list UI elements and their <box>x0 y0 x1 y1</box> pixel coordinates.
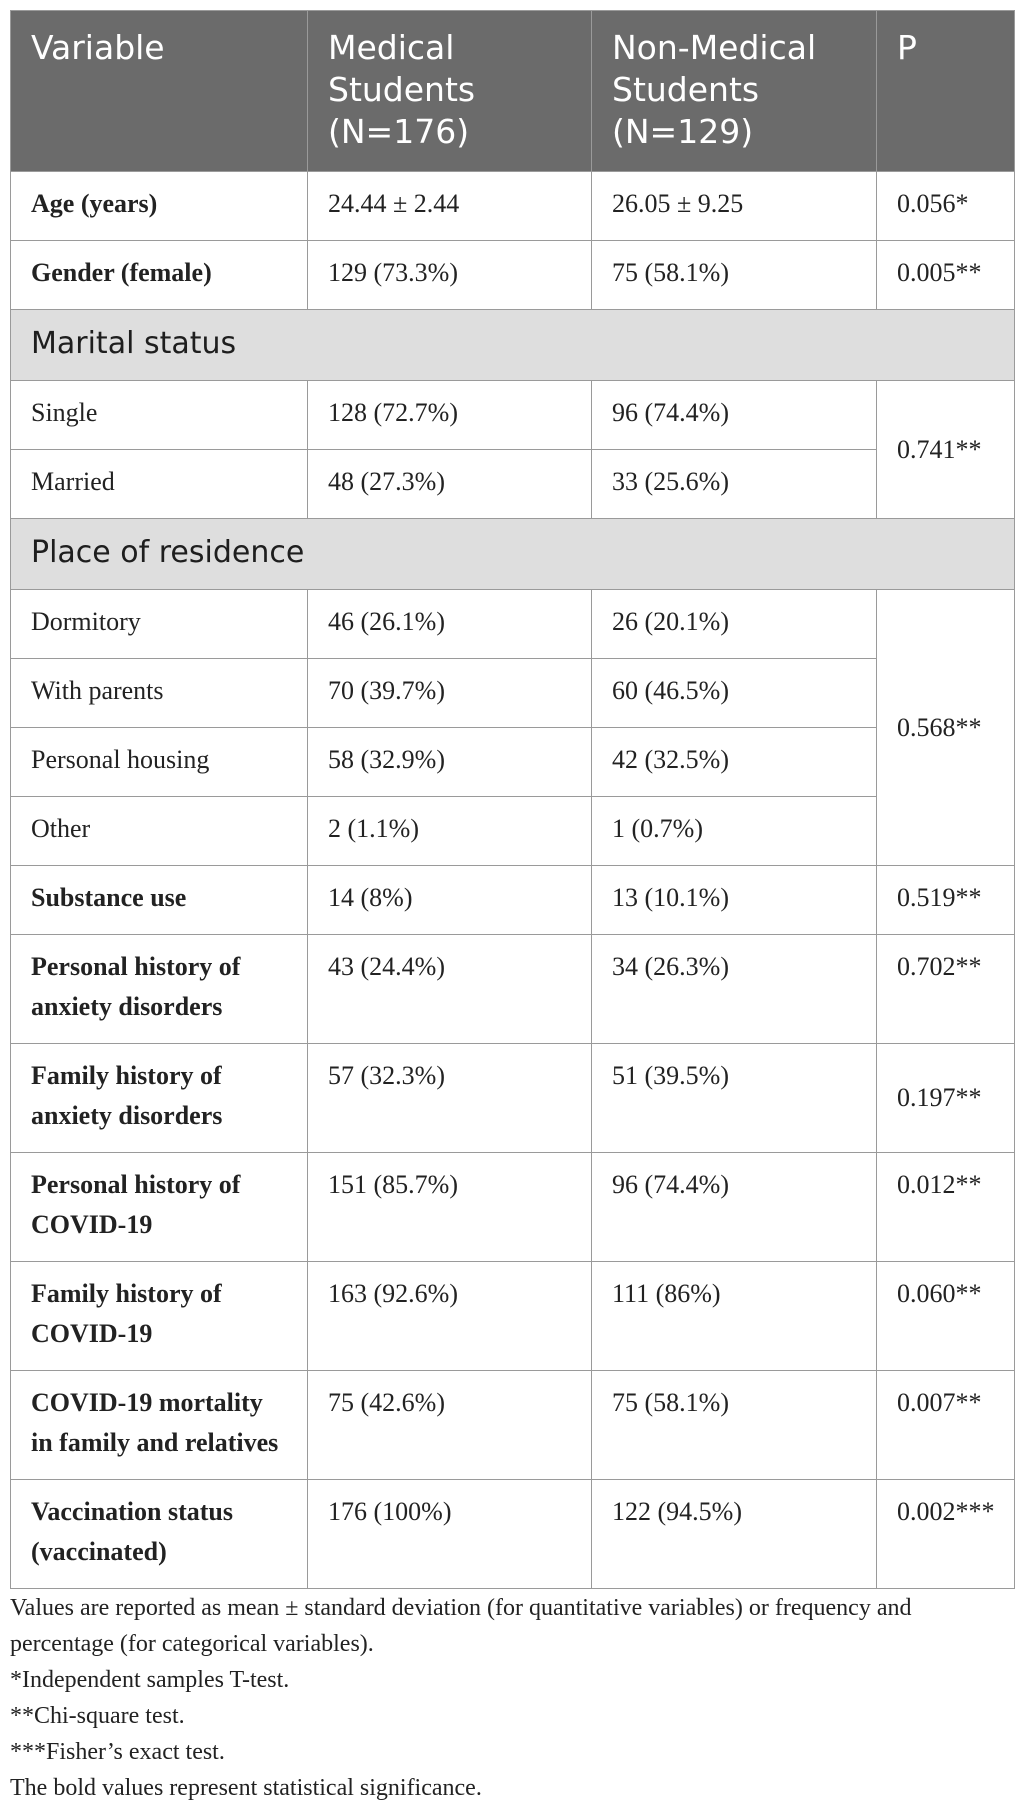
table-row-age <box>11 172 1015 241</box>
row-label: Vaccination status (vaccinated) <box>11 1480 308 1589</box>
table-row-dormitory <box>11 590 1015 659</box>
cell-p: 0.519** <box>877 866 1015 935</box>
row-label: Substance use <box>11 866 308 935</box>
cell-medical: 48 (27.3%) <box>308 450 592 519</box>
cell-p: 0.056* <box>877 172 1015 241</box>
table-row-covid-mortality <box>11 1371 1015 1480</box>
row-label: Age (years) <box>11 172 308 241</box>
cell-non-medical: 13 (10.1%) <box>592 866 877 935</box>
cell-non-medical: 96 (74.4%) <box>592 1153 877 1262</box>
cell-non-medical: 33 (25.6%) <box>592 450 877 519</box>
section-title: Place of residence <box>11 519 1015 590</box>
cell-medical: 129 (73.3%) <box>308 241 592 310</box>
cell-non-medical: 122 (94.5%) <box>592 1480 877 1589</box>
section-title: Marital status <box>11 310 1015 381</box>
table-row-vaccination <box>11 1480 1015 1589</box>
cell-medical: 128 (72.7%) <box>308 381 592 450</box>
section-row-marital <box>11 310 1015 381</box>
cell-p: 0.007** <box>877 1371 1015 1480</box>
cell-non-medical: 26.05 ± 9.25 <box>592 172 877 241</box>
table-row-family-covid <box>11 1262 1015 1371</box>
table-row-family-anxiety <box>11 1044 1015 1153</box>
row-label: COVID-19 mortality in family and relatives <box>11 1371 308 1480</box>
footnote-values: Values are reported as mean ± standard deviation (for quantitative variables) or frequency and percentage (for categorical variables). <box>10 1595 912 1657</box>
cell-non-medical: 26 (20.1%) <box>592 590 877 659</box>
cell-non-medical: 96 (74.4%) <box>592 381 877 450</box>
cell-medical: 151 (85.7%) <box>308 1153 592 1262</box>
cell-non-medical: 75 (58.1%) <box>592 1371 877 1480</box>
table-footnotes <box>10 1590 1020 1806</box>
row-label: Dormitory <box>11 590 308 659</box>
table-container <box>10 10 1014 1589</box>
cell-medical: 46 (26.1%) <box>308 590 592 659</box>
row-label: Personal history of COVID-19 <box>11 1153 308 1262</box>
cell-p: 0.060** <box>877 1262 1015 1371</box>
table-row-personal-anxiety <box>11 935 1015 1044</box>
cell-p: 0.012** <box>877 1153 1015 1262</box>
cell-non-medical: 1 (0.7%) <box>592 797 877 866</box>
footnote-chi-square: **Chi-square test. <box>10 1703 185 1729</box>
footnote-fisher: ***Fisher’s exact test. <box>10 1739 225 1765</box>
cell-non-medical: 111 (86%) <box>592 1262 877 1371</box>
cell-p: 0.197** <box>877 1044 1015 1153</box>
section-row-residence <box>11 519 1015 590</box>
cell-medical: 24.44 ± 2.44 <box>308 172 592 241</box>
header-non-medical: Non-Medical Students (N=129) <box>592 11 877 172</box>
footnote-t-test: *Independent samples T-test. <box>10 1667 290 1693</box>
cell-medical: 58 (32.9%) <box>308 728 592 797</box>
row-label: Personal history of anxiety disorders <box>11 935 308 1044</box>
cell-non-medical: 42 (32.5%) <box>592 728 877 797</box>
row-label: Single <box>11 381 308 450</box>
row-label: With parents <box>11 659 308 728</box>
table-row-other <box>11 797 1015 866</box>
row-label: Gender (female) <box>11 241 308 310</box>
cell-medical: 163 (92.6%) <box>308 1262 592 1371</box>
row-label: Family history of COVID-19 <box>11 1262 308 1371</box>
header-row <box>11 11 1015 172</box>
table-row-gender <box>11 241 1015 310</box>
footnote-bold: The bold values represent statistical significance. <box>10 1775 482 1801</box>
cell-non-medical: 75 (58.1%) <box>592 241 877 310</box>
header-variable: Variable <box>11 11 308 172</box>
cell-medical: 14 (8%) <box>308 866 592 935</box>
table-row-personal-housing <box>11 728 1015 797</box>
row-label: Family history of anxiety disorders <box>11 1044 308 1153</box>
row-label: Other <box>11 797 308 866</box>
cell-medical: 2 (1.1%) <box>308 797 592 866</box>
row-label: Personal housing <box>11 728 308 797</box>
table-row-married <box>11 450 1015 519</box>
table-row-personal-covid <box>11 1153 1015 1262</box>
table-row-single <box>11 381 1015 450</box>
cell-p: 0.702** <box>877 935 1015 1044</box>
cell-non-medical: 60 (46.5%) <box>592 659 877 728</box>
cell-p: 0.002*** <box>877 1480 1015 1589</box>
cell-medical: 75 (42.6%) <box>308 1371 592 1480</box>
cell-medical: 43 (24.4%) <box>308 935 592 1044</box>
cell-p: 0.568** <box>877 590 1015 866</box>
table-row-substance <box>11 866 1015 935</box>
cell-p: 0.005** <box>877 241 1015 310</box>
demographics-table <box>10 10 1015 1589</box>
cell-non-medical: 34 (26.3%) <box>592 935 877 1044</box>
cell-non-medical: 51 (39.5%) <box>592 1044 877 1153</box>
cell-medical: 70 (39.7%) <box>308 659 592 728</box>
row-label: Married <box>11 450 308 519</box>
table-row-with-parents <box>11 659 1015 728</box>
cell-medical: 57 (32.3%) <box>308 1044 592 1153</box>
header-p: P <box>877 11 1015 172</box>
header-medical: Medical Students (N=176) <box>308 11 592 172</box>
cell-p: 0.741** <box>877 381 1015 519</box>
cell-medical: 176 (100%) <box>308 1480 592 1589</box>
